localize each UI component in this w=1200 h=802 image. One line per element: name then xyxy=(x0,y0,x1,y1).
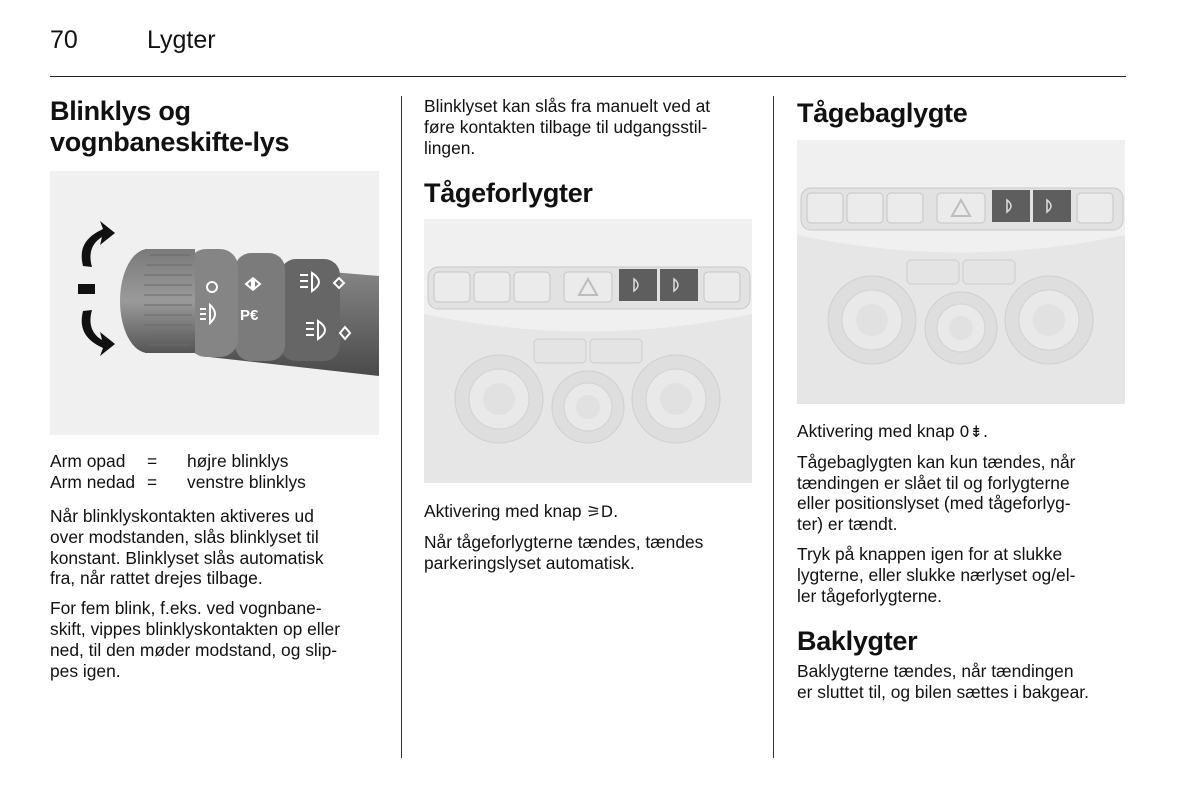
center-console-illustration xyxy=(797,140,1125,404)
front-fog-icon: ⚞D. xyxy=(586,502,619,522)
definition-row: Arm opad = højre blinklys xyxy=(50,451,289,471)
paragraph: Tryk på knappen igen for at slukke lygterne, eller slukke nærlyset og/el- ler tågeforlygterne. xyxy=(797,543,1076,606)
rear-fog-icon: 0⇟. xyxy=(959,422,989,441)
heading-reversing-lights: Baklygter xyxy=(797,626,918,657)
paragraph: Blinklyset kan slås fra manuelt ved at føre kontakten tilbage til udgangsstil- lingen. xyxy=(424,96,711,158)
figure-rear-fog-panel xyxy=(797,140,1125,404)
figure-front-fog-panel xyxy=(424,219,752,483)
column-2 xyxy=(424,96,754,583)
column-divider xyxy=(773,96,774,758)
paragraph: Aktivering med knap 0⇟. xyxy=(797,421,989,441)
definition-row: Arm nedad = venstre blinklys xyxy=(50,472,306,492)
paragraph: Tågebaglygten kan kun tændes, når tændingen er slået til og forlygterne eller positionslyset (med tågeforlyg- ter) er tændt. xyxy=(797,451,1076,535)
heading-rear-fog: Tågebaglygte xyxy=(797,98,968,128)
page-number: 70 xyxy=(50,26,78,54)
paragraph: Når blinklyskontakten aktiveres ud over modstanden, slås blinklyset til konstant. Blinklyset slås automatisk fra, når rattet drejes tilbage. xyxy=(50,506,324,589)
paragraph: Aktivering med knap ⚞D. xyxy=(424,501,619,522)
heading-turn-signals: Blinklys og vognbaneskifte-lys xyxy=(50,96,290,157)
paragraph: Når tågeforlygterne tændes, tændes parkeringslyset automatisk. xyxy=(424,532,704,573)
figure-indicator-stalk xyxy=(50,171,379,435)
park-light-label: P€ xyxy=(240,307,259,324)
paragraph: For fem blink, f.eks. ved vognbane- skift, vippes blinklyskontakten op eller ned, til den møder modstand, og slip- pes igen. xyxy=(50,598,340,681)
column-divider xyxy=(401,96,402,758)
paragraph: Baklygterne tændes, når tændingen er sluttet til, og bilen sættes i bakgear. xyxy=(797,661,1089,703)
column-3 xyxy=(797,96,1127,712)
stalk-definitions xyxy=(50,451,380,493)
heading-front-fog: Tågeforlygter xyxy=(424,178,593,209)
column-1 xyxy=(50,96,380,690)
center-console-illustration xyxy=(424,219,752,483)
indicator-stalk-illustration xyxy=(50,171,379,435)
page-header xyxy=(50,26,1126,77)
section-title: Lygter xyxy=(147,26,216,54)
